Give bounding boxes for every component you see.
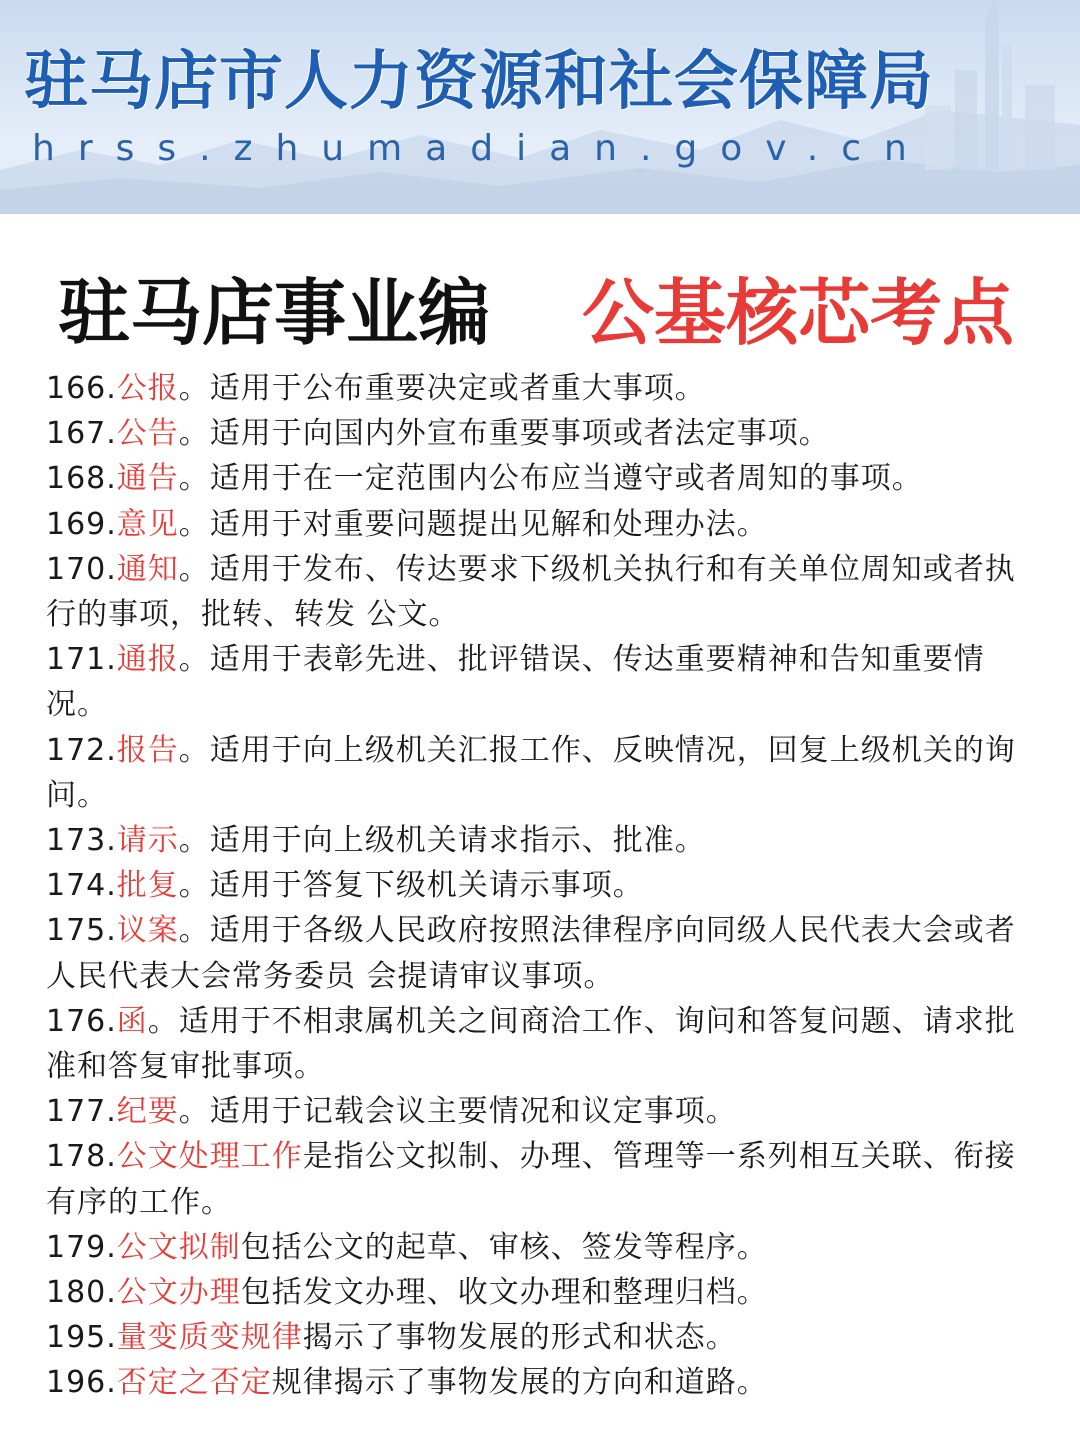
item-number: 179.	[46, 1229, 117, 1265]
item-text: 。适用于不相隶属机关之间商洽工作、询问和答复问题、请求批准和答复审批事项。	[46, 1003, 1016, 1085]
item-text: 。适用于公布重要决定或者重大事项。	[178, 371, 706, 406]
item-text: 。适用于各级人民政府按照法律程序向同级人民代表大会或者人民代表大会常务委员 会提请审议事项。	[46, 913, 1016, 994]
item-text: 。适用于向上级机关请求指示、批准。	[178, 823, 706, 859]
item-term: 通知	[116, 551, 179, 587]
item-text: 是指公文拟制、办理、管理等一系列相互关联、衔接有序的工作。	[46, 1139, 1016, 1220]
item-term: 通报	[116, 642, 179, 678]
item-number: 170.	[46, 551, 117, 587]
list-item	[46, 456, 1036, 501]
knowledge-point-list	[46, 366, 1036, 1406]
list-item	[46, 1270, 1036, 1315]
item-number: 166.	[46, 371, 117, 406]
item-number: 172.	[46, 732, 117, 768]
item-number: 175.	[46, 913, 117, 949]
item-term: 通告	[116, 461, 179, 497]
item-term: 批复	[116, 868, 179, 904]
item-term: 议案	[116, 913, 179, 949]
item-term: 公告	[116, 416, 179, 452]
list-item	[46, 1089, 1036, 1134]
item-text: 规律揭示了事物发展的方向和道路。	[271, 1365, 768, 1401]
header-banner	[0, 0, 1080, 214]
list-item	[46, 863, 1036, 908]
list-item	[46, 999, 1036, 1089]
item-number: 180.	[46, 1275, 117, 1311]
item-term: 纪要	[116, 1094, 179, 1130]
list-item	[46, 547, 1036, 637]
list-item	[46, 637, 1036, 727]
list-item	[46, 1360, 1036, 1405]
heading-left: 驻马店事业编	[58, 270, 491, 355]
item-text: 。适用于答复下级机关请示事项。	[178, 868, 644, 904]
item-number: 173.	[46, 823, 117, 859]
item-number: 177.	[46, 1094, 117, 1130]
item-text: 。适用于向上级机关汇报工作、反映情况，回复上级机关的询问。	[46, 732, 1016, 813]
list-item	[46, 728, 1036, 818]
item-term: 公文拟制	[116, 1229, 241, 1265]
item-term: 函	[116, 1003, 148, 1039]
item-text: 。适用于发布、传达要求下级机关执行和有关单位周知或者执行的事项，批转、转发 公文。	[46, 551, 1016, 633]
list-item	[46, 366, 1036, 411]
item-text: 。适用于表彰先进、批评错误、传达重要精神和告知重要情况。	[46, 642, 985, 723]
item-number: 169.	[46, 506, 117, 542]
item-number: 195.	[46, 1320, 117, 1356]
item-number: 167.	[46, 416, 117, 452]
item-term: 公文处理工作	[116, 1139, 303, 1175]
list-item	[46, 1225, 1036, 1270]
item-text: 。适用于在一定范围内公布应当遵守或者周知的事项。	[178, 461, 923, 497]
banner-url: hrss.zhumadian.gov.cn	[32, 128, 930, 169]
item-text: 包括公文的起草、审核、签发等程序。	[240, 1229, 768, 1265]
item-term: 量变质变规律	[116, 1320, 303, 1356]
item-text: 。适用于对重要问题提出见解和处理办法。	[178, 506, 768, 542]
list-item	[46, 1134, 1036, 1224]
item-text: 包括发文办理、收文办理和整理归档。	[240, 1275, 768, 1311]
item-text: 揭示了事物发展的形式和状态。	[302, 1320, 737, 1356]
item-number: 168.	[46, 461, 117, 497]
item-number: 171.	[46, 642, 117, 678]
list-item	[46, 818, 1036, 863]
item-number: 174.	[46, 868, 117, 904]
item-text: 。适用于向国内外宣布重要事项或者法定事项。	[178, 416, 830, 452]
banner-title: 驻马店市人力资源和社会保障局	[24, 45, 934, 119]
list-item	[46, 1315, 1036, 1360]
item-text: 。适用于记载会议主要情况和议定事项。	[178, 1094, 737, 1130]
list-item	[46, 502, 1036, 547]
item-term: 公报	[116, 371, 179, 406]
list-item	[46, 908, 1036, 998]
item-number: 178.	[46, 1139, 117, 1175]
item-term: 公文办理	[116, 1275, 241, 1311]
item-term: 否定之否定	[116, 1365, 272, 1401]
item-term: 请示	[116, 823, 179, 859]
item-term: 意见	[116, 506, 179, 542]
heading-right: 公基核芯考点	[582, 270, 1015, 355]
item-term: 报告	[116, 732, 179, 768]
list-item	[46, 411, 1036, 456]
item-number: 196.	[46, 1365, 117, 1401]
item-number: 176.	[46, 1003, 117, 1039]
